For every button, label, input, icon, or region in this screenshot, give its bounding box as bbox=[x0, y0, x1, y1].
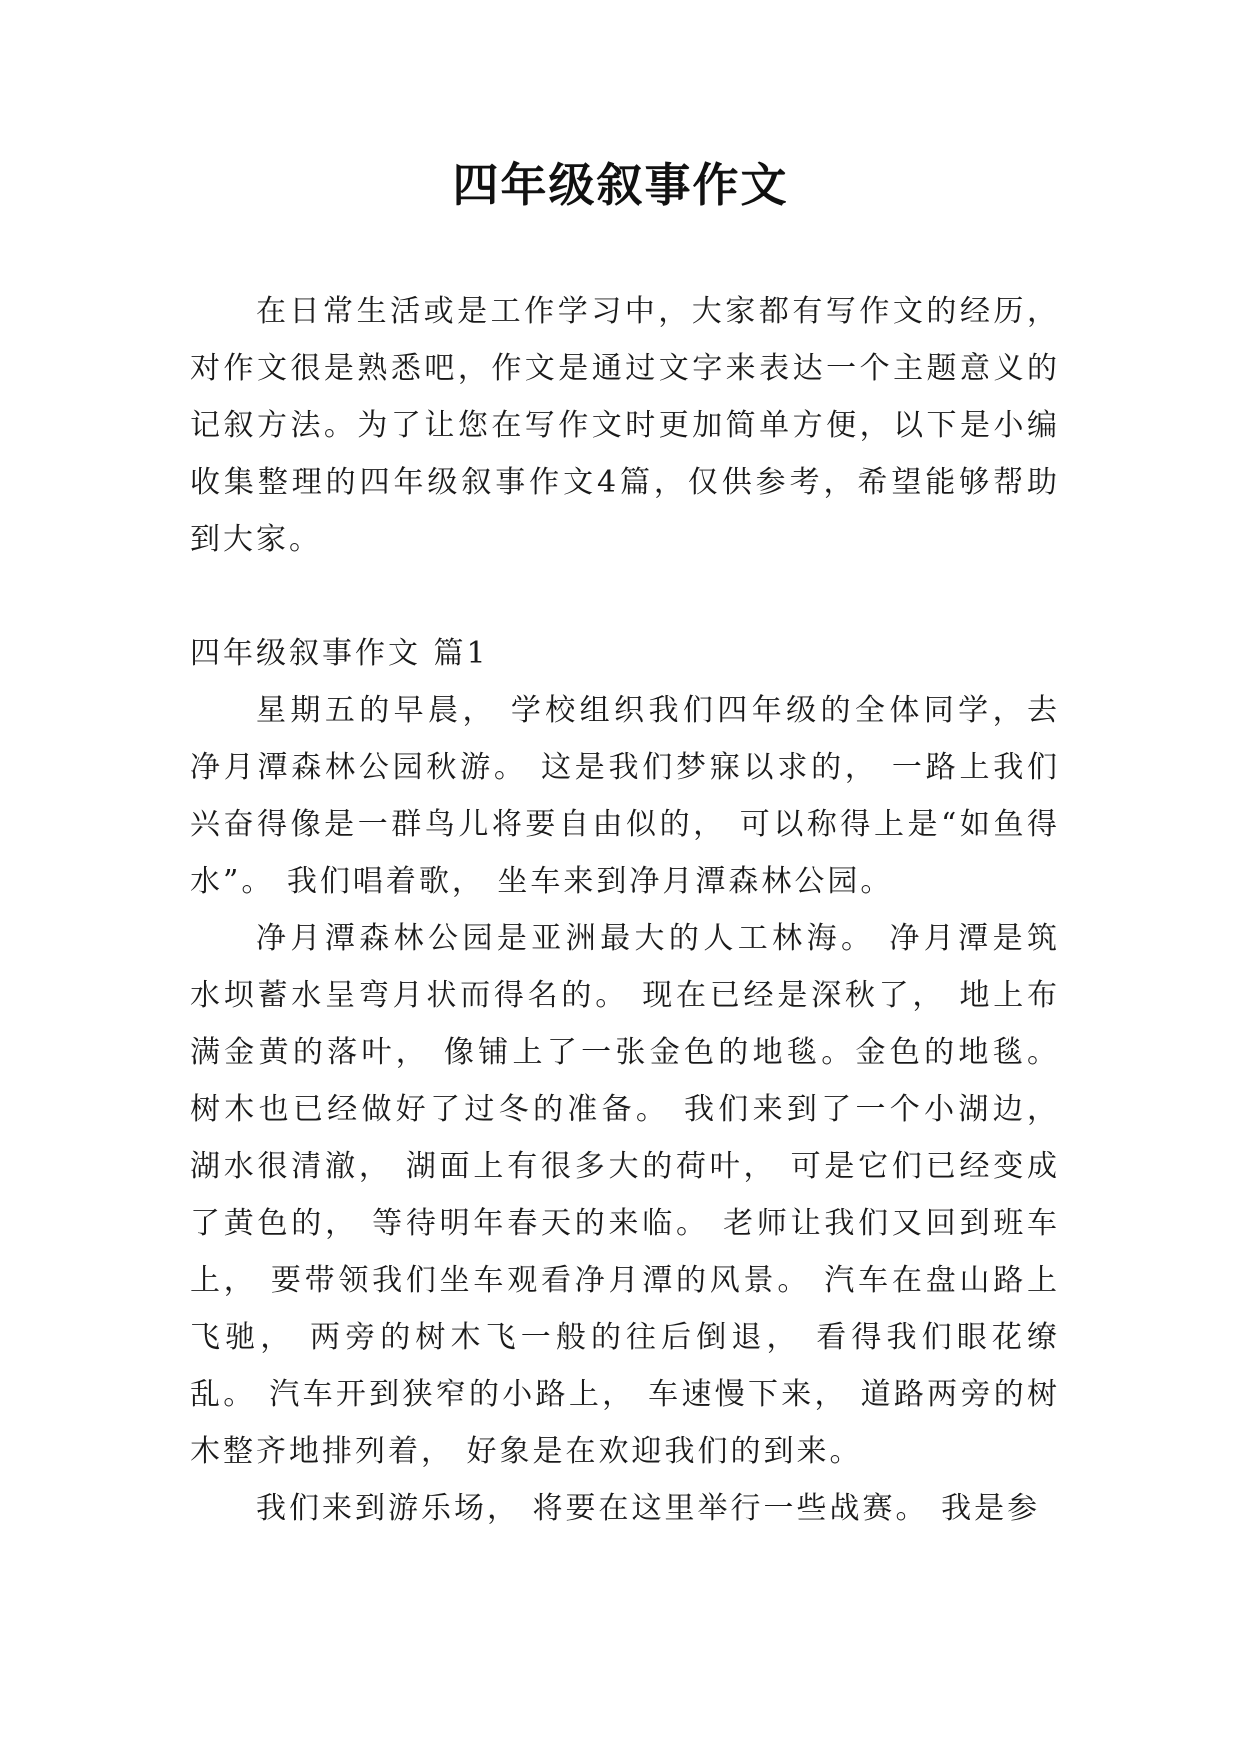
document-body bbox=[190, 283, 1060, 1537]
body-paragraph-2: 净月潭森林公园是亚洲最大的人工林海。 净月潭是筑水坝蓄水呈弯月状而得名的。 现在已经是深秋了， 地上布满金黄的落叶， 像铺上了一张金色的地毯。金色的地毯。 树木也已经做好了过冬的准备。 我们来到了一个小湖边，湖水很清澈， 湖面上有很多大的荷叶， 可是它们已经变成了黄色的， 等待明年春天的来临。 老师让我们又回到班车上， 要带领我们坐车观看净月潭的风景。 汽车在盘山路上飞驰， 两旁的树木飞一般的往后倒退， 看得我们眼花缭乱。 汽车开到狭窄的小路上， 车速慢下来， 道路两旁的树木整齐地排列着， 好象是在欢迎我们的到来。 bbox=[190, 921, 1060, 1469]
body-paragraph-3: 我们来到游乐场， 将要在这里举行一些战赛。 我是参 bbox=[256, 1491, 1041, 1526]
intro-paragraph: 在日常生活或是工作学习中，大家都有写作文的经历，对作文很是熟悉吧，作文是通过文字来表达一个主题意义的记叙方法。为了让您在写作文时更加简单方便，以下是小编收集整理的四年级叙事作文4篇，仅供参考，希望能够帮助到大家。 bbox=[190, 294, 1060, 557]
document-title: 四年级叙事作文 bbox=[452, 158, 789, 212]
section-heading: 四年级叙事作文 篇1 bbox=[190, 636, 489, 671]
body-paragraph-1: 星期五的早晨， 学校组织我们四年级的全体同学，去净月潭森林公园秋游。 这是我们梦寐以求的， 一路上我们兴奋得像是一群鸟儿将要自由似的， 可以称得上是“如鱼得水”。 我们唱着歌， 坐车来到净月潭森林公园。 bbox=[190, 693, 1060, 899]
